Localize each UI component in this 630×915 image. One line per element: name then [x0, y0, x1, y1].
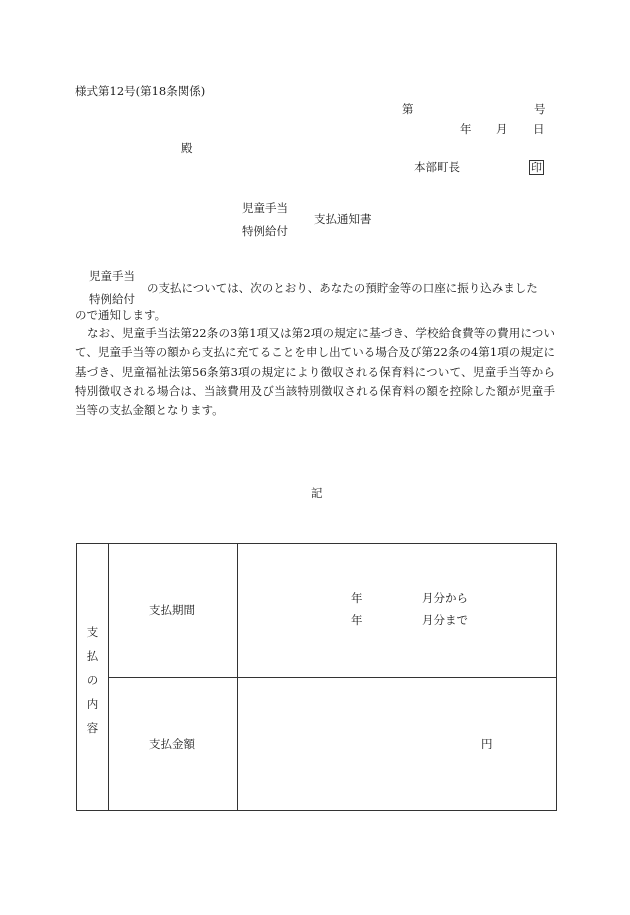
record-heading: 記 — [311, 486, 323, 500]
issuer-name: 本部町長 — [414, 160, 460, 174]
payment-details-table — [76, 543, 557, 811]
period-to-month: 月分まで — [422, 613, 468, 627]
side-label-char: 払 — [86, 649, 99, 663]
date-year: 年 — [460, 122, 472, 136]
side-label-char: 容 — [86, 721, 99, 735]
title-line2: 特例給付 — [242, 224, 288, 238]
side-label-char: 支 — [86, 625, 99, 639]
period-from-year: 年 — [351, 591, 363, 605]
period-from-month: 月分から — [422, 591, 468, 605]
period-to-year: 年 — [351, 613, 363, 627]
payment-amount-label: 支払金額 — [149, 737, 195, 751]
paragraph1-cont: ので通知します。 — [75, 308, 167, 322]
payment-period-label: 支払期間 — [149, 603, 195, 617]
number-prefix: 第 — [402, 102, 414, 116]
intro-line1: 児童手当 — [89, 269, 135, 283]
side-label-char: 内 — [86, 697, 99, 711]
date-day: 日 — [533, 122, 545, 136]
title-line1: 児童手当 — [242, 201, 288, 215]
table-row-divider — [108, 677, 556, 678]
paragraph1-rest: の支払については、次のとおり、あなたの預貯金等の口座に振り込みました — [147, 281, 538, 295]
paragraph2: なお、児童手当法第22条の3第1項又は第2項の規定に基づき、学校給食費等の費用について、児童手当等の額から支払に充てることを申し出ている場合及び第22条の4第1項の規定に基づき、児童福祉法第56条第3項の規定により徴収される保育料について、児童手当等から特別徴収される場合は、当該費用及び当該特別徴収される保育料の額を控除した額が児童手当等の支払金額となります。 — [75, 326, 555, 418]
date-month: 月 — [496, 122, 508, 136]
amount-unit: 円 — [481, 737, 493, 751]
side-label-char: の — [86, 673, 99, 687]
title-main: 支払通知書 — [314, 212, 372, 226]
intro-line2: 特例給付 — [89, 292, 135, 306]
form-number: 様式第12号(第18条関係) — [75, 84, 206, 98]
addressee-honorific: 殿 — [181, 141, 193, 155]
seal-mark: 印 — [531, 161, 542, 174]
number-suffix: 号 — [534, 102, 546, 116]
